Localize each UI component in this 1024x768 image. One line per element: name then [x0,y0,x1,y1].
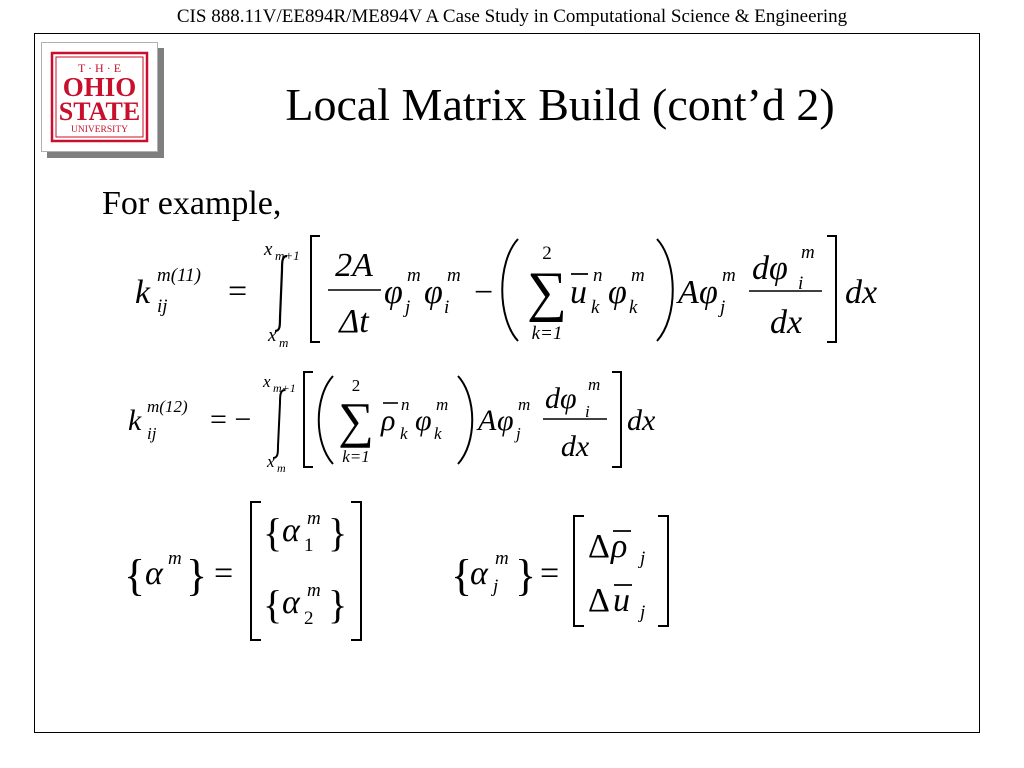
eq1-sum-bottom: k=1 [531,323,563,344]
eq2-equals-minus: = − [210,403,252,436]
eq1-k: k [135,274,151,311]
eq3b-delta2: Δ [588,582,610,619]
eq1-integral [275,256,287,331]
eq1-right-paren [657,239,673,341]
eq1-left-paren [502,239,518,341]
eq2-sum-bottom: k=1 [342,447,370,466]
eq2-upper-x: x [263,372,271,391]
eq2-deriv-den: dx [560,430,590,463]
eq2-upper-sub: m+1 [273,381,296,395]
eq2-rho-sub: k [400,424,408,443]
eq1-A: A [678,274,699,311]
intro-text: For example, [102,185,282,222]
course-header: CIS 888.11V/EE894R/ME894V A Case Study in Computational Science & Engineering [176,6,848,27]
eq2-m12: m(12) [147,397,188,416]
eq1-phi-j: φ [384,274,403,311]
eq1-u: u [570,274,587,311]
eq3-row1-alpha: α [282,512,300,549]
eq2-k: k [128,404,142,437]
eq3b-rho: ρ [611,528,628,565]
eq1-ij: ij [157,296,168,317]
eq3-alpha-sup: m [168,548,182,569]
eq1-phi-k: φ [608,274,627,311]
eq2-rho: ρ [381,404,396,437]
eq3-row1-sub: 1 [304,535,314,556]
eq3b-rbracket [658,516,668,626]
equation-2 [128,372,656,475]
eq2-phi-j: φ [497,404,514,437]
eq2-sum-top: 2 [351,376,361,395]
eq3b-lbrace: { [451,551,473,600]
eq1-phi-i-sub: i [444,297,450,318]
eq1-lower-x: x [268,325,277,346]
eq3b-equals: = [540,555,560,592]
eq2-ij: ij [147,424,157,443]
eq1-phi-j-sub: j [405,297,411,318]
eq1-left-bracket [311,236,320,342]
eq3b-rho-sub: j [640,548,646,569]
eq3-alpha: α [145,555,163,592]
eq1-minus: − [474,274,494,311]
eq3-row2-lbrace: { [263,582,283,627]
eq3-row1-rbrace: } [328,510,348,555]
eq1-dx: dx [845,274,878,311]
eq3-rbrace: } [186,551,208,600]
logo-state: STATE [58,97,141,126]
eq1-sum-sign: ∑ [527,261,567,323]
eq2-phi-k-sub: k [434,424,442,443]
eq2-phi-j-sub: j [516,424,521,443]
eq1-right-bracket [827,236,836,342]
eq3b-alpha: α [470,555,488,592]
eq1-phi-j2-sup: m [722,265,736,286]
eq3b-alpha-sub: j [493,576,499,597]
eq2-left-bracket [304,372,313,467]
eq3-matrix-lbracket [251,502,261,640]
equation-1 [135,236,877,350]
eq1-dphi-sub: i [798,273,804,294]
eq2-sum-sign: ∑ [338,392,374,448]
logo-the: T · H · E [77,61,122,75]
eq3b-alpha-sup: m [495,548,509,569]
eq1-sum-top: 2 [542,243,552,264]
eq1-upper-x: x [264,239,273,260]
eq1-u-sub: k [591,297,600,318]
logo-ohio: OHIO [62,72,137,102]
eq2-lower-sub: m [277,461,286,475]
eq2-lower-x: x [267,452,275,471]
eq1-phi-i: φ [424,274,443,311]
eq1-dphi: dφ [752,250,788,287]
equation-3 [124,502,668,640]
eq2-dphi-sub: i [585,402,590,421]
eq1-phi-k-sub: k [629,297,638,318]
eq1-frac-num: 2A [335,247,373,284]
eq3-row1-lbrace: { [263,510,283,555]
eq1-lower-sub: m [279,335,289,350]
slide-title: Local Matrix Build (cont’d 2) [285,79,835,130]
eq2-dphi-sup: m [588,375,601,394]
eq3b-lbracket [574,516,584,626]
eq3b-u-sub: j [640,602,646,623]
eq3-row2-sub: 2 [304,608,314,629]
eq3-matrix-rbracket [351,502,361,640]
eq3b-rbrace: } [515,551,537,600]
eq2-dphi: dφ [545,382,577,415]
eq2-rho-sup: n [401,395,410,414]
eq1-equals: = [228,273,248,310]
eq1-phi-k-sup: m [631,265,645,286]
eq2-right-bracket [612,372,621,467]
eq1-dphi-sup: m [801,242,815,263]
eq1-phi-j-sup: m [407,265,421,286]
eq3b-u: u [613,582,630,619]
eq2-phi-k: φ [415,404,432,437]
eq1-frac-den: Δt [339,303,369,340]
eq1-deriv-den: dx [769,304,803,341]
logo-university: UNIVERSITY [71,125,128,135]
eq2-phi-k-sup: m [436,395,449,414]
eq1-upper-sub: m+1 [275,248,300,263]
eq3b-delta1: Δ [588,528,610,565]
eq2-dx: dx [627,404,656,437]
eq1-u-sup: n [593,265,603,286]
eq3-row2-alpha: α [282,584,300,621]
eq2-phi-j-sup: m [518,395,531,414]
eq3-row2-rbrace: } [328,582,348,627]
eq3-row2-sup: m [307,580,321,601]
eq2-integral [273,390,285,458]
eq2-right-paren [458,376,472,464]
eq3-row1-sup: m [307,508,321,529]
eq2-A: A [478,404,497,437]
eq1-phi-j2-sub: j [720,297,726,318]
eq1-phi-i-sup: m [447,265,461,286]
eq3-equals: = [214,555,234,592]
eq3-lbrace: { [124,551,146,600]
eq1-phi-j2: φ [699,274,718,311]
eq1-m11: m(11) [157,265,201,286]
eq2-left-paren [319,376,333,464]
